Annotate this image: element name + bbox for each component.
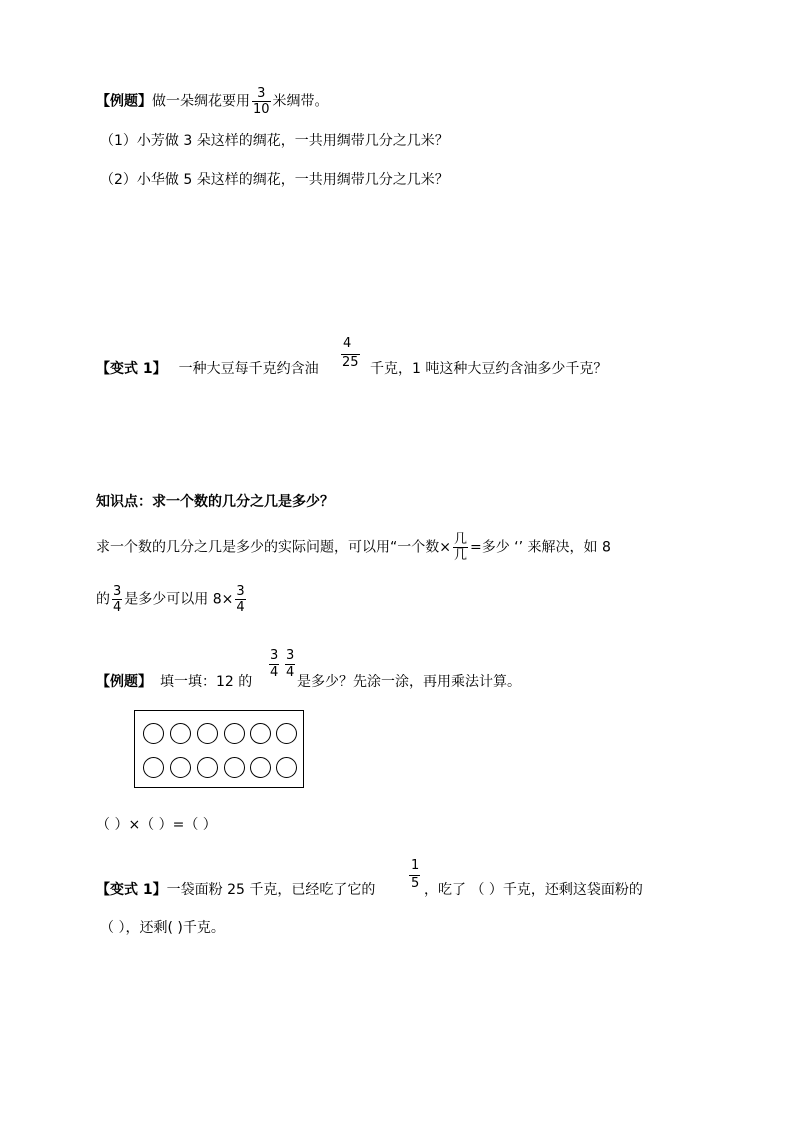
circle[interactable] — [170, 723, 191, 744]
circle[interactable] — [250, 723, 271, 744]
circle[interactable] — [276, 723, 297, 744]
variant1-text-post: 千克，1 吨这种大豆约含油多少千克？ — [370, 361, 608, 377]
circle[interactable] — [143, 723, 164, 744]
circle[interactable] — [170, 757, 191, 778]
variant1-line — [96, 359, 319, 379]
circle[interactable] — [224, 723, 245, 744]
knowledge-line2-pre: 的 — [96, 591, 110, 608]
fraction-denominator: 10 — [253, 102, 270, 117]
knowledge-title: 知识点：求一个数的几分之几是多少？ — [96, 494, 334, 510]
fraction-numerator: 几 — [453, 532, 467, 547]
knowledge-line-1 — [96, 532, 611, 563]
knowledge-fraction — [453, 532, 468, 563]
variant2-text-post: ，吃了 （ ）千克，还剩这袋面粉的 — [424, 882, 643, 898]
fraction-numerator: 3 — [236, 584, 245, 599]
fraction-denominator: 4 — [236, 600, 245, 615]
circle[interactable] — [197, 723, 218, 744]
example1-text-pre: 做一朵绸花要用 — [152, 93, 250, 110]
fraction-numerator: 3 — [113, 584, 122, 599]
knowledge-line2-fraction — [112, 584, 122, 615]
variant1-label: 【变式 1】 — [96, 361, 167, 377]
variant1-fraction-denominator: 25 — [342, 355, 359, 370]
circle-grid-box — [134, 710, 304, 788]
variant2-line-1 — [96, 880, 375, 900]
example1-fraction — [252, 86, 271, 117]
example2-fraction-b-denominator: 4 — [286, 665, 295, 680]
fraction-denominator: 4 — [113, 600, 122, 615]
example1-text-post: 米绸带。 — [272, 93, 329, 110]
example2-line — [96, 672, 252, 692]
knowledge-line-2 — [96, 584, 248, 615]
variant2-text-pre: 一袋面粉 25 千克，已经吃了它的 — [166, 882, 376, 898]
circle[interactable] — [143, 757, 164, 778]
knowledge-text-pre: 求一个数的几分之几是多少的实际问题，可以用“一个数× — [96, 539, 451, 556]
circle[interactable] — [250, 757, 271, 778]
example2-fraction-b-numerator: 3 — [286, 648, 295, 663]
circle[interactable] — [224, 757, 245, 778]
example1-question-1: （1）小芳做 3 朵这样的绸花，一共用绸带几分之几米？ — [100, 133, 449, 149]
example2-fraction-a-denominator: 4 — [270, 665, 279, 680]
example1-heading — [96, 86, 329, 117]
variant2-fraction-numerator: 1 — [411, 858, 420, 873]
variant1-text-pre: 一种大豆每千克约含油 — [178, 361, 319, 377]
variant2-fraction-denominator: 5 — [411, 876, 420, 891]
variant2-label: 【变式 1】 — [96, 882, 167, 898]
fraction-bar — [269, 664, 279, 665]
example2-label: 【例题】 — [96, 674, 152, 690]
example1-question-2: （2）小华做 5 朵这样的绸花，一共用绸带几分之几米？ — [100, 172, 449, 188]
knowledge-text-post: =多少 ‘’ 来解决，如 8 — [470, 539, 611, 556]
example2-equation: （ ）×（ ）=（ ） — [96, 817, 217, 833]
example2-text-pre: 填一填：12 的 — [160, 674, 253, 690]
knowledge-line2-mid: 是多少可以用 8× — [124, 591, 234, 608]
variant1-fraction-numerator: 4 — [343, 336, 352, 351]
example1-label: 【例题】 — [96, 93, 152, 110]
fraction-bar — [409, 875, 420, 876]
variant2-line-2: （ ），还剩( )千克。 — [100, 920, 225, 936]
fraction-denominator: 几 — [453, 548, 467, 563]
example2-text-post: 是多少？先涂一涂，再用乘法计算。 — [297, 674, 521, 690]
example2-fraction-a-numerator: 3 — [270, 648, 279, 663]
fraction-numerator: 3 — [257, 86, 266, 101]
fraction-bar — [285, 664, 295, 665]
knowledge-line2-fraction-2 — [235, 584, 245, 615]
circle[interactable] — [197, 757, 218, 778]
circle[interactable] — [276, 757, 297, 778]
